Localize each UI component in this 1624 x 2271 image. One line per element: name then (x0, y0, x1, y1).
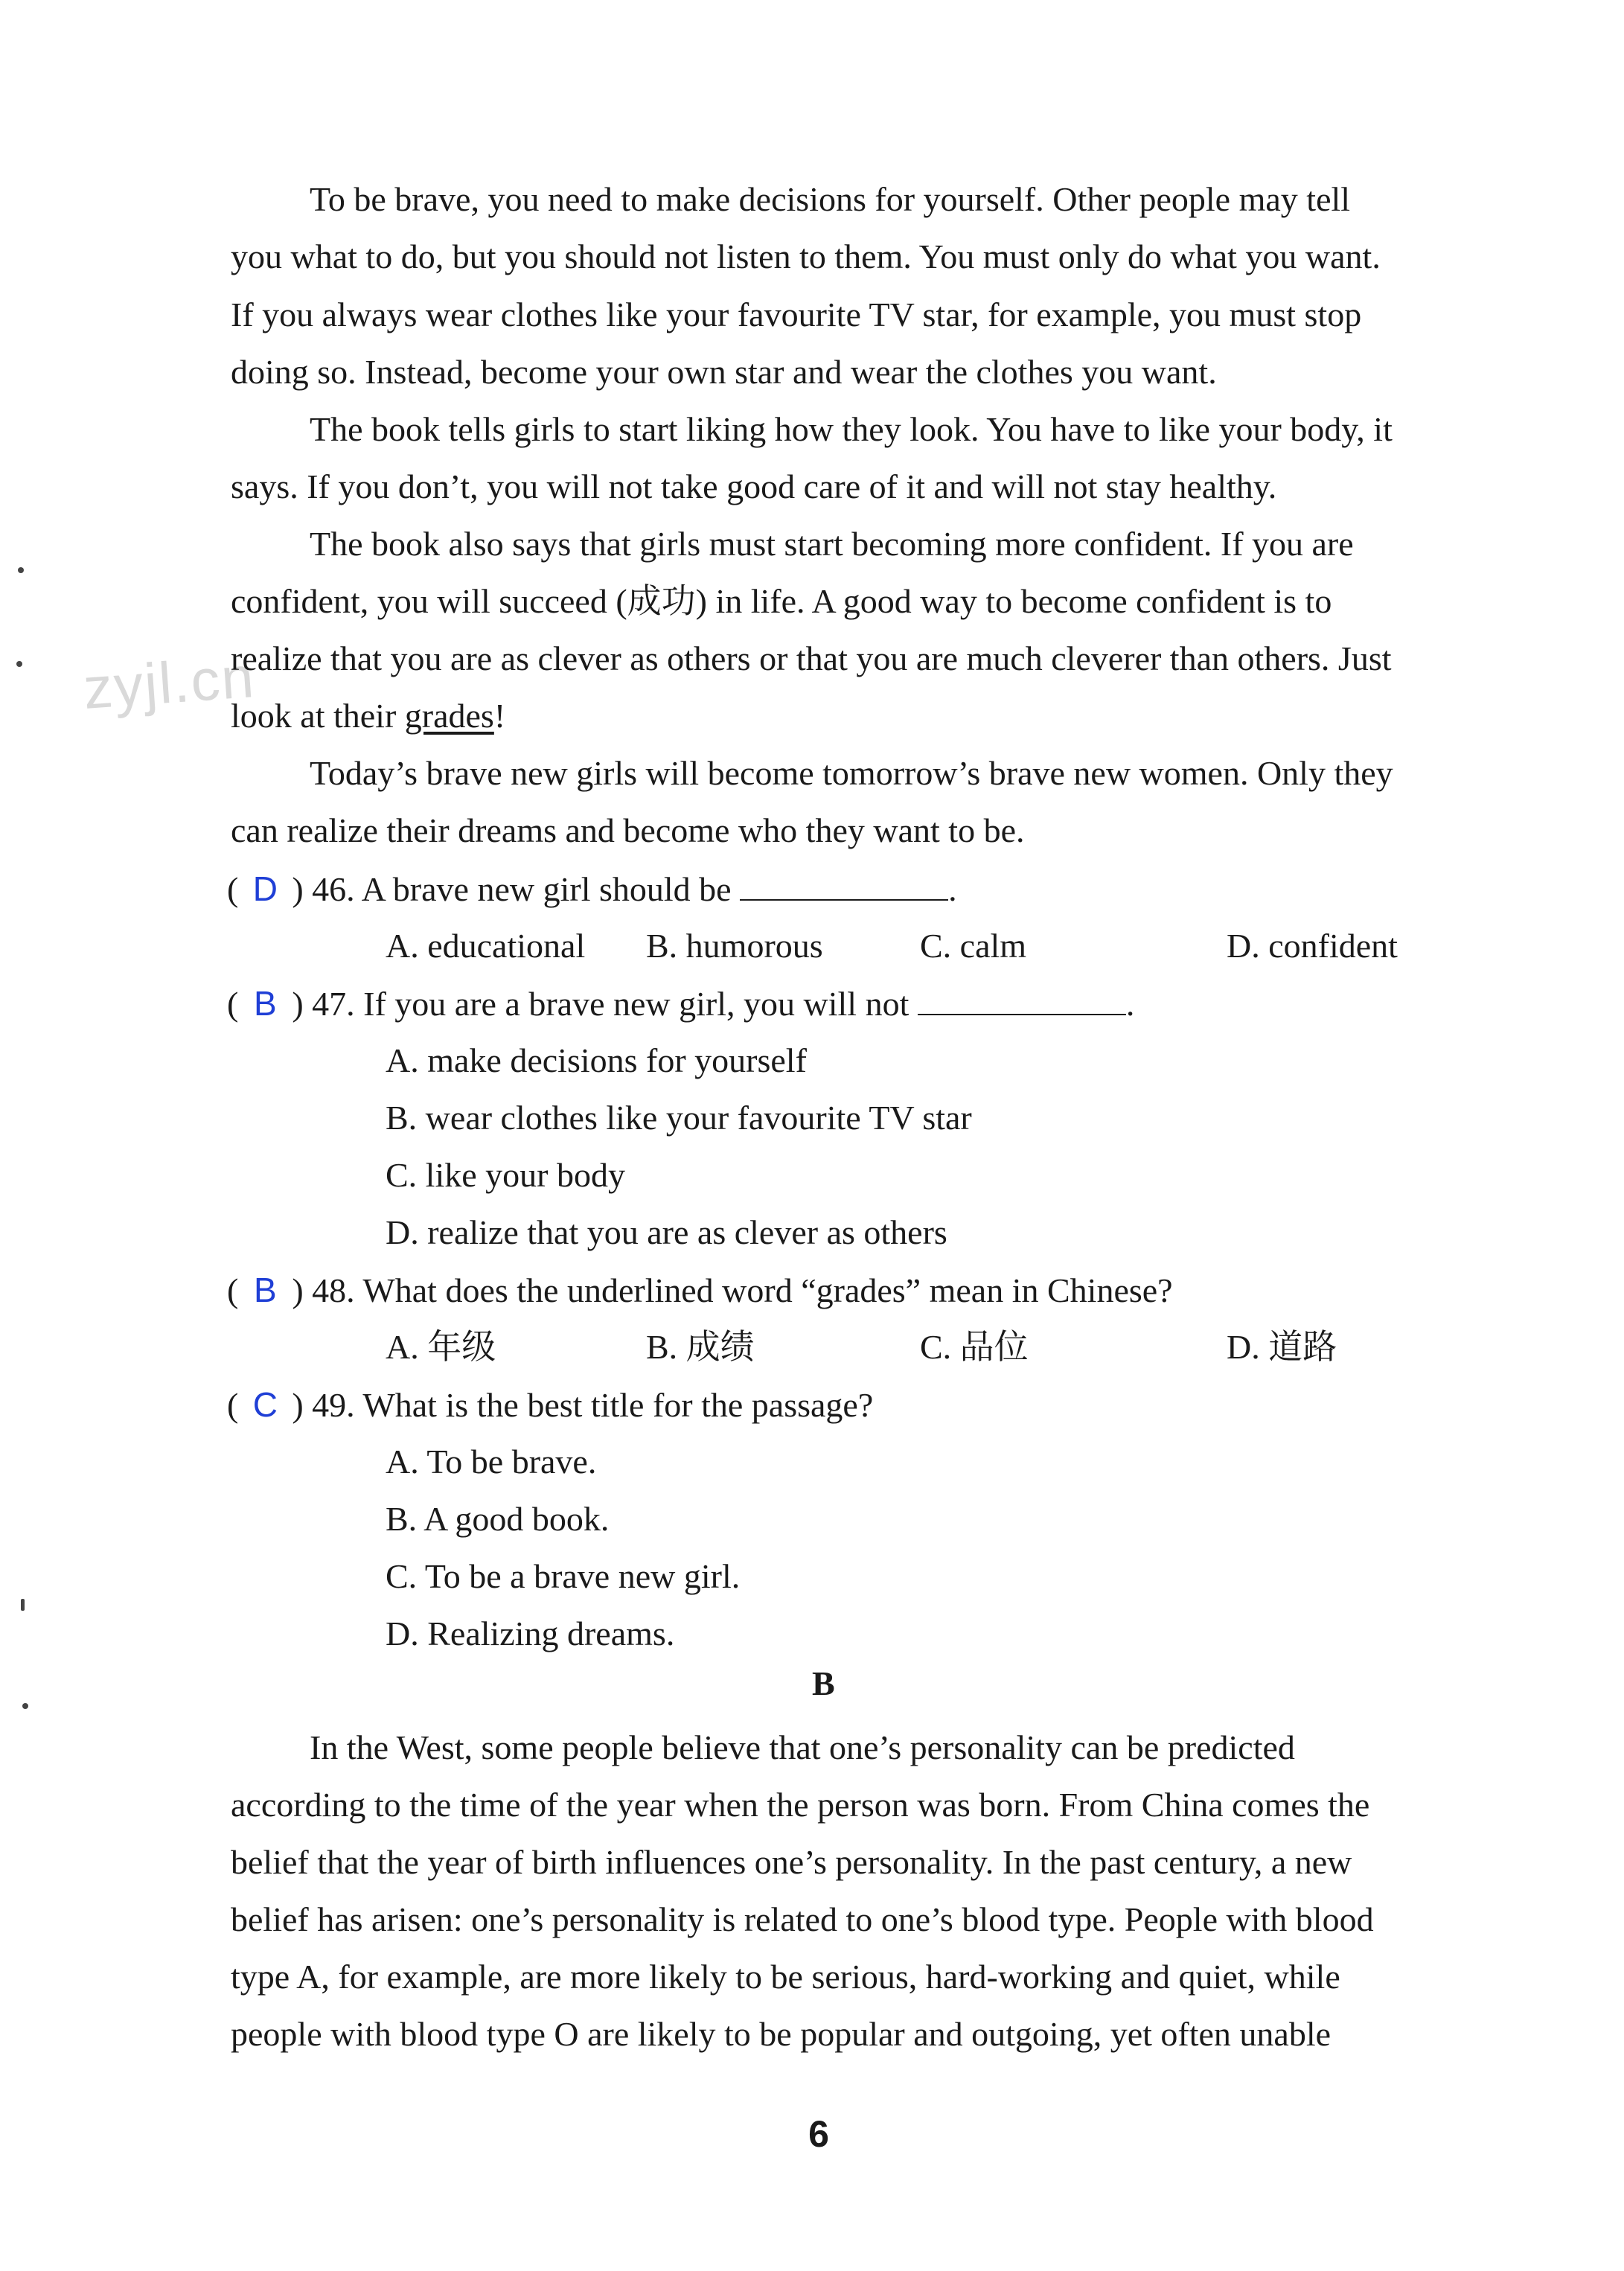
option: D. realize that you are as clever as others (386, 1213, 947, 1251)
question-text: 47. If you are a brave new girl, you will not (312, 985, 909, 1023)
margin-mark (22, 1703, 28, 1709)
passage-a-line: doing so. Instead, become your own star and wear the clothes you want. (231, 353, 1217, 391)
option: D. confident (1227, 927, 1398, 965)
answer-blank (918, 984, 1126, 1015)
question-text: 49. What is the best title for the passage? (312, 1386, 874, 1424)
passage-a-line: To be brave, you need to make decisions for yourself. Other people may tell (310, 180, 1351, 218)
passage-a-line: The book also says that girls must start becoming more confident. If you are (310, 525, 1354, 563)
question-48: ( B ) 48. What does the underlined word “grades” mean in Chinese? (227, 1268, 1173, 1312)
option: D. 道路 (1227, 1328, 1337, 1366)
margin-mark (21, 1599, 25, 1611)
answer-blank (740, 869, 948, 901)
passage-a-text: look at their (231, 697, 405, 735)
answer-49: C (252, 1385, 278, 1424)
passage-a-text: ! (493, 697, 506, 735)
underlined-word-grades: grades (404, 697, 494, 735)
passage-b-line: type A, for example, are more likely to be serious, hard-working and quiet, while (231, 1958, 1340, 1996)
passage-a-line: can realize their dreams and become who they want to be. (231, 811, 1025, 849)
option: C. like your body (386, 1156, 625, 1194)
answer-48: B (253, 1271, 277, 1309)
question-text: 46. A brave new girl should be (312, 870, 732, 908)
option: B. humorous (646, 927, 823, 965)
option: D. Realizing dreams. (386, 1614, 675, 1652)
question-47: ( B ) 47. If you are a brave new girl, you will not . (227, 981, 1134, 1026)
passage-a-line: Today’s brave new girls will become tomorrow’s brave new women. Only they (310, 754, 1393, 792)
passage-b-line: belief that the year of birth influences one’s personality. In the past century, a new (231, 1843, 1352, 1881)
option: A. make decisions for yourself (386, 1041, 807, 1079)
passage-b-line: according to the time of the year when the person was born. From China comes the (231, 1786, 1370, 1824)
watermark: zyjl.cn (81, 644, 258, 721)
answer-46: D (252, 869, 278, 908)
passage-b-line: In the West, some people believe that one’s personality can be predicted (310, 1728, 1295, 1766)
option: A. educational (386, 927, 586, 965)
answer-47: B (253, 984, 277, 1023)
passage-a-line (231, 694, 505, 738)
option: B. wear clothes like your favourite TV star (386, 1099, 972, 1137)
passage-a-line: confident, you will succeed (成功) in life. A good way to become confident is to (231, 582, 1332, 620)
question-text: 48. What does the underlined word “grades” mean in Chinese? (312, 1271, 1173, 1309)
option: B. A good book. (386, 1500, 610, 1538)
option: A. 年级 (386, 1328, 496, 1366)
option: B. 成绩 (646, 1328, 755, 1366)
passage-a-line: realize that you are as clever as others or that you are much cleverer than others. Just (231, 639, 1392, 677)
question-49: ( C ) 49. What is the best title for the passage? (227, 1382, 873, 1427)
margin-mark (16, 661, 22, 667)
option: C. calm (920, 927, 1027, 965)
page-number: 6 (808, 2113, 829, 2155)
option: A. To be brave. (386, 1443, 597, 1481)
passage-a-line: you what to do, but you should not listen to them. You must only do what you want. (231, 237, 1381, 275)
passage-b-line: people with blood type O are likely to be popular and outgoing, yet often unable (231, 2015, 1332, 2053)
question-46: ( D ) 46. A brave new girl should be . (227, 866, 957, 911)
passage-a-line: says. If you don’t, you will not take good care of it and will not stay healthy. (231, 467, 1277, 505)
option: C. To be a brave new girl. (386, 1557, 741, 1595)
passage-a-line: If you always wear clothes like your favourite TV star, for example, you must stop (231, 296, 1362, 333)
passage-b-line: belief has arisen: one’s personality is related to one’s blood type. People with blood (231, 1900, 1374, 1938)
section-b-heading: B (812, 1664, 835, 1702)
passage-a-line: The book tells girls to start liking how they look. You have to like your body, it (310, 410, 1393, 448)
option: C. 品位 (920, 1328, 1029, 1366)
margin-mark (18, 567, 24, 573)
